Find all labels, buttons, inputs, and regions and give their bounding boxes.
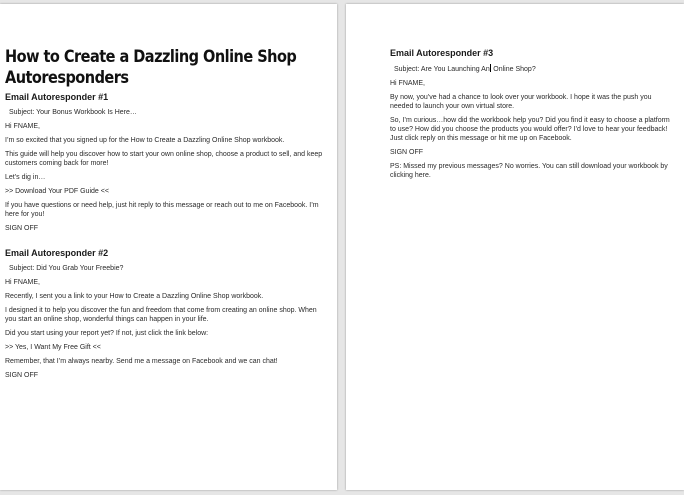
email-3-signoff: SIGN OFF <box>390 149 424 156</box>
email-1-paragraph: I’m so excited that you signed up for the How to Create a Dazzling Online Shop workbook. <box>5 137 285 144</box>
email-1-heading: Email Autoresponder #1 <box>5 92 109 102</box>
email-2-paragraph: I designed it to help you discover the fun and freedom that come from creating an online shop. When you start an online shop, wonderful things can happen in your life. <box>5 307 317 323</box>
email-3-postscript: PS: Missed my previous messages? No worries. You can still download your workbook by clicking here. <box>390 163 668 179</box>
email-2-greeting: Hi FNAME, <box>5 279 40 286</box>
email-2-cta: >> Yes, I Want My Free Gift << <box>5 344 101 351</box>
email-3-greeting: Hi FNAME, <box>390 80 425 87</box>
email-3-subject <box>394 64 674 74</box>
document-page-1[interactable] <box>0 4 337 490</box>
email-1-cta: >> Download Your PDF Guide << <box>5 188 109 195</box>
email-1-paragraph: This guide will help you discover how to start your own online shop, choose a product to sell, and keep customers coming back for more! <box>5 151 323 167</box>
email-3-subject-start: Subject: Are You Launching An <box>394 66 490 73</box>
document-page-2[interactable] <box>346 4 684 490</box>
email-3-paragraph: So, I’m curious…how did the workbook help you? Did you find it easy to choose a platform to use? How did you choose the products you would offer? I’d love to hear your feedback! Just click reply on this message or hit me up on Facebook. <box>390 117 670 142</box>
email-2-subject: Subject: Did You Grab Your Freebie? <box>9 265 124 272</box>
email-1-signoff: SIGN OFF <box>5 225 39 232</box>
email-2-paragraph: Remember, that I’m always nearby. Send me a message on Facebook and we can chat! <box>5 358 278 365</box>
section-spacer <box>5 238 327 247</box>
email-1-subject: Subject: Your Bonus Workbook Is Here… <box>9 109 137 116</box>
email-3-heading: Email Autoresponder #3 <box>390 48 494 58</box>
email-1-greeting: Hi FNAME, <box>5 123 40 130</box>
email-1-paragraph: Let’s dig in… <box>5 174 46 181</box>
email-1-paragraph: If you have questions or need help, just hit reply to this message or reach out to me on Facebook. I’m here for you! <box>5 202 319 218</box>
document-title: How to Create a Dazzling Online Shop Autoresponders <box>5 47 297 87</box>
email-2-signoff: SIGN OFF <box>5 372 39 379</box>
email-2-paragraph: Recently, I sent you a link to your How to Create a Dazzling Online Shop workbook. <box>5 293 264 300</box>
email-3-subject-end: Online Shop? <box>491 66 536 73</box>
email-2-paragraph: Did you start using your report yet? If not, just click the link below: <box>5 330 209 337</box>
email-3-paragraph: By now, you’ve had a chance to look over your workbook. I hope it was the push you needed to launch your own virtual store. <box>390 94 652 110</box>
email-2-heading: Email Autoresponder #2 <box>5 248 109 258</box>
